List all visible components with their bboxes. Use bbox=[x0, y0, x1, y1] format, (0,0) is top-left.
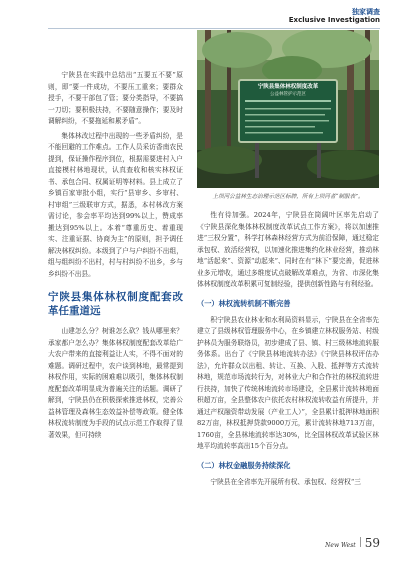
header-rule bbox=[48, 28, 380, 29]
sign-title-line: 宁陕县集体林权制度改革 bbox=[257, 84, 319, 90]
body-paragraph: 集体林改过程中出现的一些矛盾纠纷，是不能回避的工作难点。工作人员采访香南农民提到，保证操作程序到位，根据需要进村入户直接模村林地现状，认真查收和核实林权证书、承包合同、权属证明等材料。县上成立了乡镇百家审批小组，实行“县审乡、乡审村、村审组”三级联审方式，据悉，本村林改方案需讨论，参会率平均达到99%以上，赞成率搬达到95%以上。本着“尊重历史、着重现实、注重证据、协商为主”的原则，担予调任解决林权纠纷。本级到了户与户纠纷不出组，组与组纠纷不出村，村与村纠纷不出乡，乡与乡纠纷不出县。 bbox=[48, 131, 183, 278]
body-paragraph: 宁陕县在实践中总结出“五要五不要”原则，即“要一件成功，不要压工重来；要群众授手，不要干部包了管；要分类指导，不要搞一刀切；要积极扶持，不要随意操作；要及时调解纠纷，不要拖延和累矛盾”。 bbox=[48, 71, 183, 125]
body-paragraph: 宁陕县在全省率先开展所有权、承包权、经营权“三 bbox=[210, 477, 361, 486]
forest-sign-photo bbox=[197, 30, 379, 188]
body-paragraph: 山建怎么分？树谁怎么砍？钱从哪里来？承家都户怎么办？集体林权制度配套改革给广大农户带来的直接利益让人实，不得不面对的难题。调研过程中，农户谈到林地，最常提到林权作用，实际的困难难以吸引，集体林权制度配套改革明显成为普遍关注的话题。调研了解到，宁陕县仍在积极探索推进林权，完善公益林管理及森林生态效益补偿等政策。健全体林权流转制度为手段的试点示范工作取得了显著效果，但可持续 bbox=[48, 327, 183, 439]
page-footer bbox=[325, 536, 380, 550]
page-number: 59 bbox=[364, 536, 380, 550]
subsection-heading: （一）林权流转机制不断完善 bbox=[197, 298, 291, 308]
section-title: 宁陕县集体林权制度配套改革任重道远 bbox=[48, 291, 183, 317]
magazine-name: New West bbox=[325, 542, 356, 549]
footer-divider bbox=[360, 537, 361, 547]
section-tag bbox=[289, 9, 380, 24]
subsection-heading: （二）林权金融服务持续深化 bbox=[197, 460, 291, 470]
body-paragraph: 积宁陕县农业林业和水利局资料显示，宁陕县在全省率先建立了县级林权管理服务中心，在乡镇建立林权服务站、村级护林员为服务联络员，初步建成了县、镇、村三级林地流转服务体系。出台了《宁陕县林地流转办法》《宁陕县林权评估办法》，允许群众以出租、转让、互换、入股、抵押等方式流转林地，规范市场流转行为，对林业大户和合作社的林权流转进行扶持，加快了传统林地流转市场建设，全县累计流转林地面积超万亩，全县整体农户依托农村林权流转收益有所提升，并通过产权融资带动发展（产业工人）”，全县累计抵押林地面积82万亩，林权抵押贷款9000万元，累计流转林地713万亩，1760亩，全县林地流转率达30%，比全国林权改革试验区林地平均流转率高出15个百分点。 bbox=[197, 315, 379, 450]
right-column bbox=[197, 210, 379, 491]
photo-caption: 上坝河公益林生态治理示范区标牌，所有上坝河者“制服表”。 bbox=[212, 194, 364, 200]
body-paragraph: 性有待加强。2024年，宁陕县在筒阔叶区率先启动了《宁陕县深化集体林权制度改革试点工作方案》，将以加速推进“三权分置”，科学打林森林经营方式为前沿保障，通过稳定承包权、放活经营权，以加速化推进集约化林业经营，推动林地“活起来”、资源“动起来”、同时在有“林下”要完善，促进林业多元增收，通过多维度试点破解改革难点，为省、市深化集体林权制度改革积累可复制经验，提供创新性路与有利经验。 bbox=[197, 211, 379, 288]
left-column bbox=[48, 70, 183, 444]
section-tag-en: Exclusive Investigation bbox=[288, 15, 380, 24]
section-tag-cn: 独家调查 bbox=[352, 8, 380, 16]
sign-subtitle-line: 公益林管护示范区 bbox=[270, 92, 306, 97]
